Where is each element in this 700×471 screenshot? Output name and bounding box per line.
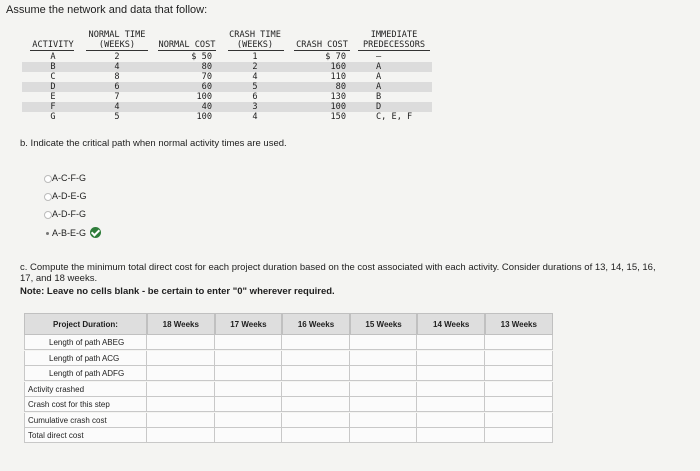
grid-input-cell[interactable] xyxy=(417,366,485,381)
activity-cell-crash-cost: 160 xyxy=(330,62,346,72)
activity-cell-pred: A xyxy=(376,72,382,82)
activity-row xyxy=(22,112,432,122)
grid-input-cell[interactable] xyxy=(485,351,553,366)
option-a-d-e-g[interactable] xyxy=(52,191,87,201)
grid-input-cell[interactable] xyxy=(350,335,418,350)
activity-cell-pred: — xyxy=(376,52,382,62)
activity-cell-activity: B xyxy=(50,62,56,72)
activity-cell-normal-cost: 80 xyxy=(201,62,212,72)
grid-input-cell[interactable] xyxy=(485,413,553,428)
activity-cell-activity: C xyxy=(50,72,56,82)
activity-row xyxy=(22,102,432,112)
activity-cell-activity: G xyxy=(50,112,56,122)
grid-input-cell[interactable] xyxy=(350,413,418,428)
grid-input-cell[interactable] xyxy=(215,382,283,397)
activity-cell-normal-cost: 40 xyxy=(201,102,212,112)
activity-cell-pred: D xyxy=(376,102,382,112)
activity-cell-crash-time: 5 xyxy=(252,82,258,92)
activity-cell-pred: C, E, F xyxy=(376,112,413,122)
activity-cell-crash-cost: $ 70 xyxy=(325,52,346,62)
option-radio[interactable] xyxy=(44,193,52,201)
header-normal-time-2: (WEEKS) xyxy=(98,40,136,50)
header-predecessors-2: PREDECESSORS xyxy=(362,40,426,50)
grid-input-cell[interactable] xyxy=(417,382,485,397)
activity-cell-normal-cost: 60 xyxy=(201,82,212,92)
grid-row xyxy=(24,335,553,350)
question-b: b. Indicate the critical path when normal activity times are used. xyxy=(20,138,287,149)
activity-cell-normal-time: 4 xyxy=(114,62,120,72)
grid-row-label: Crash cost for this step xyxy=(24,397,147,412)
grid-input-cell[interactable] xyxy=(350,351,418,366)
activity-cell-crash-time: 4 xyxy=(252,112,258,122)
activity-cell-normal-cost: 70 xyxy=(201,72,212,82)
grid-row-label: Activity crashed xyxy=(24,382,147,397)
grid-input-cell[interactable] xyxy=(485,428,553,443)
option-radio[interactable] xyxy=(44,211,52,219)
activity-cell-crash-time: 2 xyxy=(252,62,258,72)
grid-header-week: 16 Weeks xyxy=(282,313,350,335)
header-crash-time-2: (WEEKS) xyxy=(236,40,274,50)
option-a-b-e-g[interactable] xyxy=(52,227,101,238)
grid-input-cell[interactable] xyxy=(350,382,418,397)
grid-row xyxy=(24,397,553,412)
activity-cell-crash-time: 4 xyxy=(252,72,258,82)
header-crash-cost: CRASH COST xyxy=(296,40,348,50)
grid-input-cell[interactable] xyxy=(485,382,553,397)
grid-input-cell[interactable] xyxy=(147,335,215,350)
grid-row xyxy=(24,428,553,443)
grid-input-cell[interactable] xyxy=(282,428,350,443)
activity-cell-normal-cost: 100 xyxy=(196,112,212,122)
option-label: A-B-E-G xyxy=(52,227,87,238)
activity-row xyxy=(22,82,432,92)
activity-cell-normal-time: 6 xyxy=(114,82,120,92)
header-normal-time-1: NORMAL TIME xyxy=(88,30,146,40)
activity-cell-activity: D xyxy=(50,82,56,92)
option-radio[interactable] xyxy=(46,232,49,235)
grid-row xyxy=(24,413,553,428)
grid-header-label: Project Duration: xyxy=(24,313,147,335)
activity-cell-normal-time: 5 xyxy=(114,112,120,122)
grid-row xyxy=(24,382,553,397)
activity-cell-pred: B xyxy=(376,92,382,102)
option-a-c-f-g[interactable] xyxy=(52,173,86,183)
grid-row-label: Length of path ADFG xyxy=(24,366,147,381)
activity-cell-pred: A xyxy=(376,82,382,92)
activity-cell-activity: F xyxy=(50,102,56,112)
header-crash-time-1: CRASH TIME xyxy=(229,30,281,40)
activity-cell-crash-time: 6 xyxy=(252,92,258,102)
activity-cell-activity: E xyxy=(50,92,56,102)
grid-header-week: 15 Weeks xyxy=(350,313,418,335)
grid-input-cell[interactable] xyxy=(215,428,283,443)
activity-cell-normal-time: 4 xyxy=(114,102,120,112)
grid-input-cell[interactable] xyxy=(147,428,215,443)
question-c-note: Note: Leave no cells blank - be certain to enter "0" wherever required. xyxy=(20,286,335,297)
intro-text: Assume the network and data that follow: xyxy=(6,4,208,16)
grid-input-cell[interactable] xyxy=(215,335,283,350)
option-label: A-C-F-G xyxy=(52,173,86,183)
activity-row xyxy=(22,52,432,62)
activity-cell-normal-cost: 100 xyxy=(196,92,212,102)
grid-input-cell[interactable] xyxy=(147,397,215,412)
option-label: A-D-F-G xyxy=(52,209,86,219)
grid-header-week: 13 Weeks xyxy=(485,313,553,335)
grid-input-cell[interactable] xyxy=(350,428,418,443)
activity-row xyxy=(22,72,432,82)
grid-input-cell[interactable] xyxy=(282,397,350,412)
activity-cell-normal-cost: $ 50 xyxy=(191,52,212,62)
grid-input-cell[interactable] xyxy=(282,351,350,366)
grid-input-cell[interactable] xyxy=(282,366,350,381)
grid-row xyxy=(24,351,553,366)
grid-input-cell[interactable] xyxy=(215,413,283,428)
header-normal-cost: NORMAL COST xyxy=(158,40,216,50)
grid-input-cell[interactable] xyxy=(485,335,553,350)
grid-header-week: 14 Weeks xyxy=(417,313,485,335)
activity-row xyxy=(22,62,432,72)
question-c: c. Compute the minimum total direct cost for each project duration based on the cost associated with each activity. Consider durations of 13, 14, 15, 16, 17, and 18 weeks. xyxy=(20,262,656,284)
grid-row xyxy=(24,366,553,381)
grid-input-cell[interactable] xyxy=(417,351,485,366)
grid-row-label: Total direct cost xyxy=(24,428,147,443)
grid-row-label: Length of path ABEG xyxy=(24,335,147,350)
grid-input-cell[interactable] xyxy=(417,397,485,412)
grid-header-week: 18 Weeks xyxy=(147,313,215,335)
grid-input-cell[interactable] xyxy=(485,397,553,412)
grid-input-cell[interactable] xyxy=(350,397,418,412)
option-a-d-f-g[interactable] xyxy=(52,209,86,219)
grid-input-cell[interactable] xyxy=(485,366,553,381)
grid-input-cell[interactable] xyxy=(147,382,215,397)
grid-input-cell[interactable] xyxy=(215,397,283,412)
activity-cell-pred: A xyxy=(376,62,382,72)
option-label: A-D-E-G xyxy=(52,191,87,201)
grid-input-cell[interactable] xyxy=(282,413,350,428)
grid-row-label: Cumulative crash cost xyxy=(24,413,147,428)
activity-cell-crash-time: 3 xyxy=(252,102,258,112)
activity-row xyxy=(22,92,432,102)
grid-input-cell[interactable] xyxy=(417,413,485,428)
grid-input-cell[interactable] xyxy=(215,351,283,366)
activity-cell-crash-cost: 80 xyxy=(335,82,346,92)
activity-cell-crash-cost: 100 xyxy=(330,102,346,112)
grid-input-cell[interactable] xyxy=(282,335,350,350)
option-radio[interactable] xyxy=(44,175,52,183)
grid-input-cell[interactable] xyxy=(417,428,485,443)
activity-cell-crash-cost: 150 xyxy=(330,112,346,122)
grid-header-week: 17 Weeks xyxy=(215,313,283,335)
grid-input-cell[interactable] xyxy=(147,351,215,366)
grid-input-cell[interactable] xyxy=(417,335,485,350)
activity-cell-normal-time: 2 xyxy=(114,52,120,62)
activity-cell-normal-time: 8 xyxy=(114,72,120,82)
grid-input-cell[interactable] xyxy=(147,413,215,428)
activity-cell-crash-time: 1 xyxy=(252,52,258,62)
header-predecessors-1: IMMEDIATE xyxy=(370,30,418,40)
header-activity: ACTIVITY xyxy=(32,40,74,50)
grid-input-cell[interactable] xyxy=(350,366,418,381)
grid-input-cell[interactable] xyxy=(282,382,350,397)
grid-input-cell[interactable] xyxy=(147,366,215,381)
activity-cell-crash-cost: 130 xyxy=(330,92,346,102)
grid-row-label: Length of path ACG xyxy=(24,351,147,366)
activity-cell-normal-time: 7 xyxy=(114,92,120,102)
activity-cell-crash-cost: 110 xyxy=(330,72,346,82)
activity-cell-activity: A xyxy=(50,52,56,62)
grid-input-cell[interactable] xyxy=(215,366,283,381)
correct-check-icon xyxy=(90,227,101,238)
